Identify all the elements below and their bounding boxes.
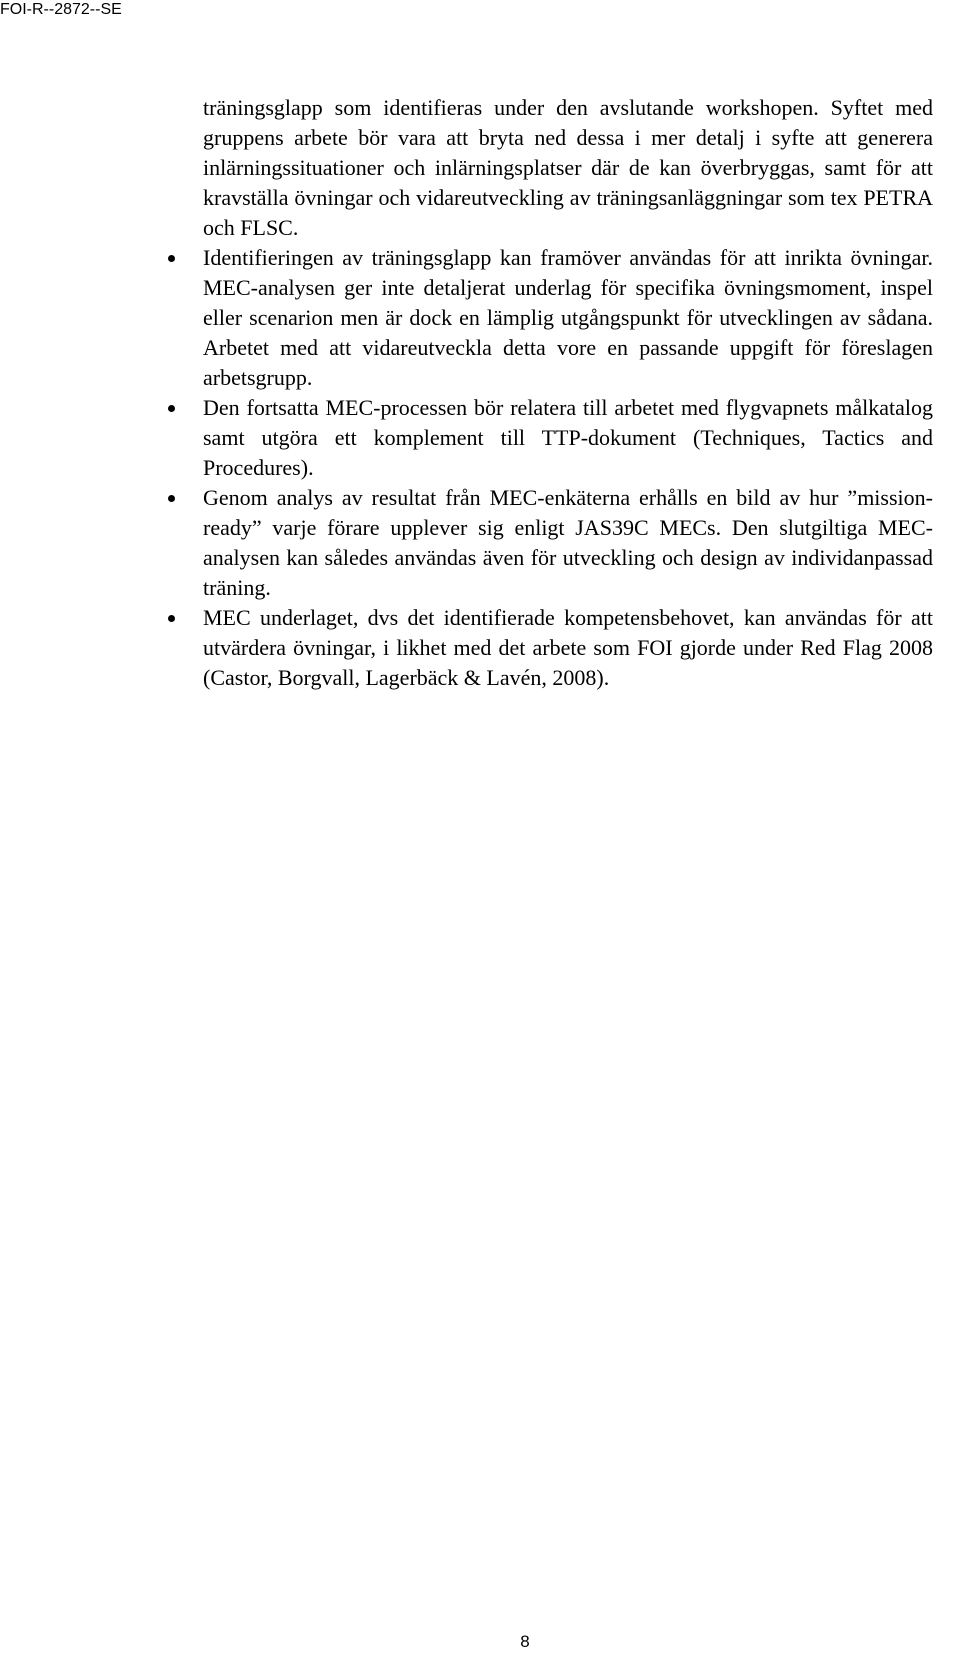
bullet-icon [168,405,175,412]
bullet-text: Den fortsatta MEC-processen bör relatera till arbetet med flygvapnets målkatalog samt utgöra ett komplement till TTP-dokument (Techniques, Tactics and Procedures). [203,395,933,480]
document-body [203,93,933,693]
bullet-text: Identifieringen av träningsglapp kan framöver användas för att inrikta övningar. MEC-analysen ger inte detaljerat underlag för specifika övningsmoment, inspel eller scenarion men är dock en lämplig utgångspunkt för utvecklingen av sådana. Arbetet med att vidareutveckla detta vore en passande uppgift för föreslagen arbetsgrupp. [203,245,933,390]
bullet-list [203,243,933,693]
bullet-item [203,603,933,693]
bullet-text: Genom analys av resultat från MEC-enkäterna erhålls en bild av hur ”mission-ready” varje förare upplever sig enligt JAS39C MECs. Den slutgiltiga MEC-analysen kan således användas även för utveckling och design av individanpassad träning. [203,485,933,600]
bullet-icon [168,495,175,502]
bullet-item [203,483,933,603]
bullet-item [203,243,933,393]
bullet-item [203,393,933,483]
bullet-icon [168,255,175,262]
bullet-icon [168,615,175,622]
report-id-header: FOI-R--2872--SE [0,1,122,18]
continuation-paragraph: träningsglapp som identifieras under den avslutande workshopen. Syftet med gruppens arbete bör vara att bryta ned dessa i mer detalj i syfte att generera inlärningssituationer och inlärningsplatser där de kan överbryggas, samt för att kravställa övningar och vidareutveckling av träningsanläggningar som tex PETRA och FLSC. [203,95,933,240]
bullet-text: MEC underlaget, dvs det identifierade kompetensbehovet, kan användas för att utvärdera övningar, i likhet med det arbete som FOI gjorde under Red Flag 2008 (Castor, Borgvall, Lagerbäck & Lavén, 2008). [203,605,933,690]
page-number: 8 [520,1632,530,1651]
